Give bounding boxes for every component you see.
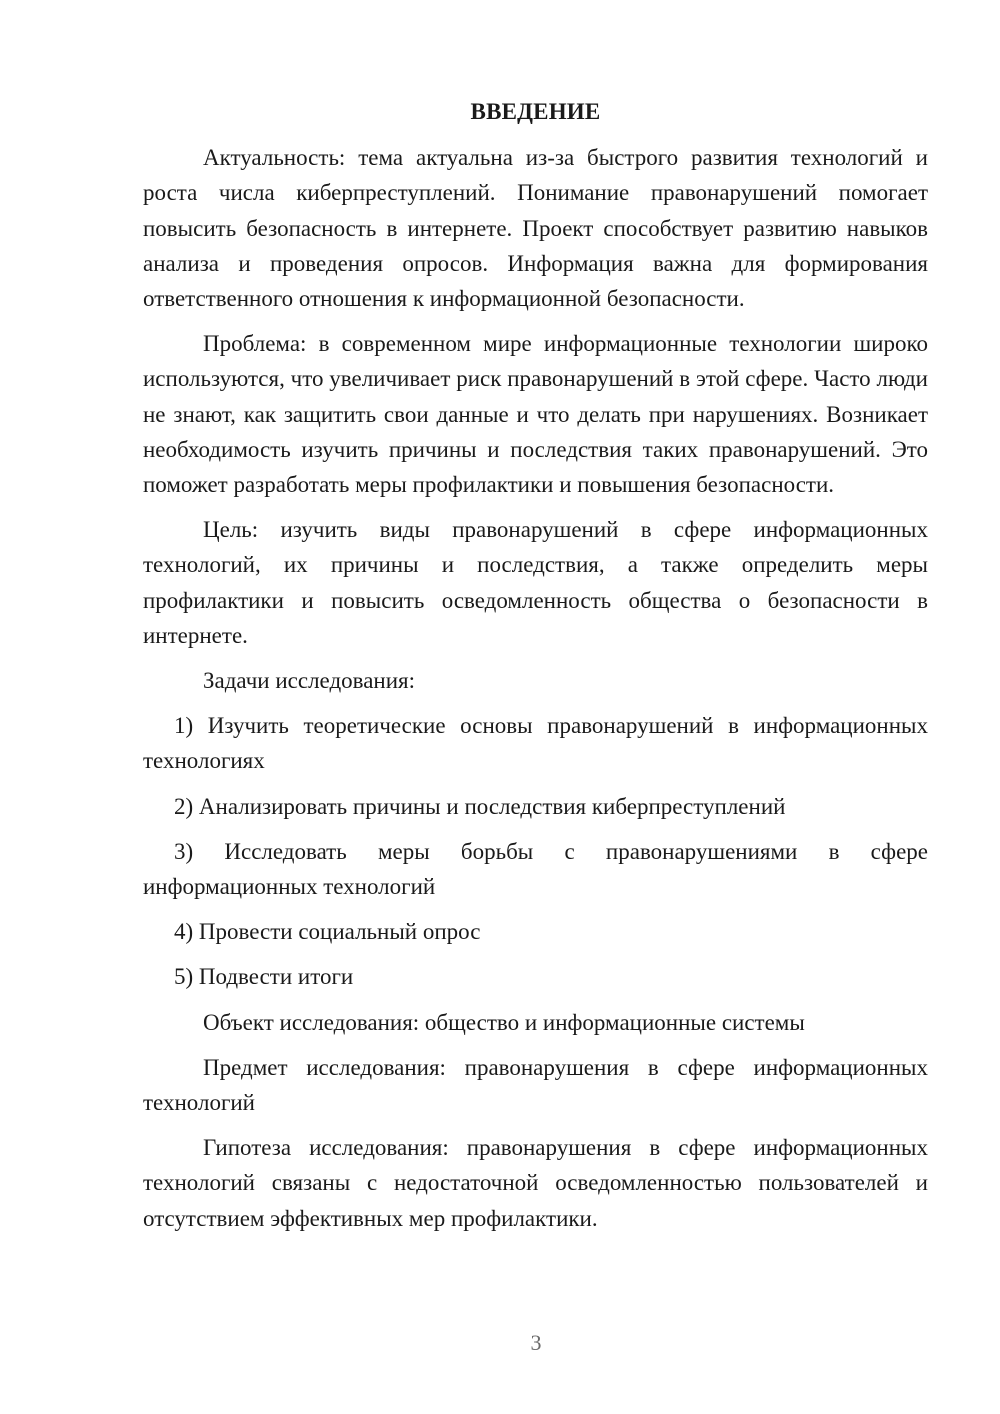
task-item: 2) Анализировать причины и последствия киберпреступлений <box>174 793 786 819</box>
goal-paragraph: Цель: изучить виды правонарушений в сфере информационных технологий, их причины и последствия, а также определить меры профилактики и повысить осведомленность общества о безопасности в интернете. <box>143 517 928 648</box>
problem-paragraph: Проблема: в современном мире информационные технологии широко используются, что увеличивает риск правонарушений в этой сфере. Часто люди не знают, как защитить свои данные и что делать при нарушениях. Возникает необходимость изучить причины и последствия таких правонарушений. Это поможет разработать меры профилактики и повышения безопасности. <box>143 331 928 498</box>
hypothesis-paragraph: Гипотеза исследования: правонарушения в сфере информационных технологий связаны с недостаточной осведомленностью пользователей и отсутствием эффективных мер профилактики. <box>143 1135 928 1231</box>
object-paragraph: Объект исследования: общество и информационные системы <box>203 1009 805 1035</box>
page-number: 3 <box>530 1330 542 1355</box>
page-content <box>143 94 928 1246</box>
task-item: 5) Подвести итоги <box>174 964 354 990</box>
relevance-paragraph: Актуальность: тема актуальна из-за быстрого развития технологий и роста числа киберпреступлений. Понимание правонарушений помогает повысить безопасность в интернете. Проект способствует развитию навыков анализа и проведения опросов. Информация важна для формирования ответственного отношения к информационной безопасности. <box>143 145 928 312</box>
page-title: ВВЕДЕНИЕ <box>470 99 601 124</box>
task-item: 4) Провести социальный опрос <box>174 919 481 945</box>
task-item: 1) Изучить теоретические основы правонарушений в информационных технологиях <box>143 713 928 774</box>
subject-paragraph: Предмет исследования: правонарушения в сфере информационных технологий <box>143 1054 928 1116</box>
task-item: 3) Исследовать меры борьбы с правонарушениями в сфере информационных технологий <box>143 838 928 900</box>
tasks-heading: Задачи исследования: <box>203 668 416 694</box>
